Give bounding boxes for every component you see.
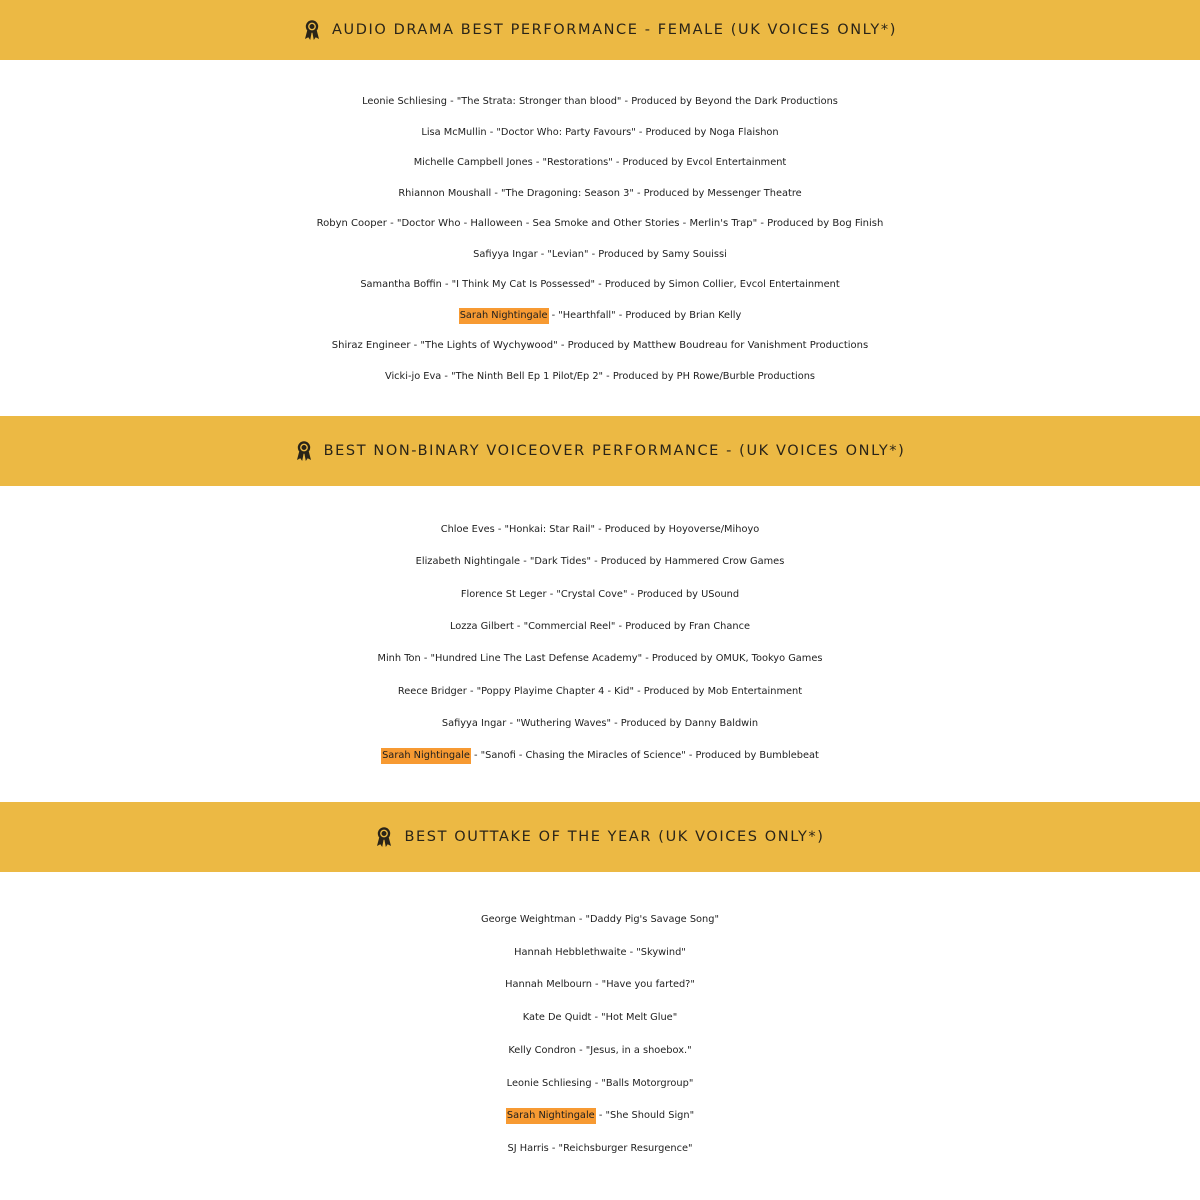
list-item (0, 518, 1200, 542)
list-item (0, 243, 1200, 267)
nominee-name: Kate De Quidt (522, 1012, 592, 1024)
nominee-name-highlighted: Sarah Nightingale (506, 1108, 596, 1124)
nominee-name: Leonie Schliesing (362, 96, 447, 107)
list-item (0, 273, 1200, 297)
list-item (0, 1039, 1200, 1063)
list-item (0, 647, 1200, 671)
nominee-name: Kelly Condron (508, 1044, 576, 1056)
nominee-details: - "Crystal Cove" - Produced by USound (546, 588, 740, 600)
nominee-name: Lisa McMullin (421, 126, 487, 138)
nominee-details: - "Honkai: Star Rail" - Produced by Hoyoverse/Mihoyo (494, 524, 760, 535)
nominee-name: Minh Ton (377, 653, 421, 665)
nominee-name: Reece Bridger (397, 685, 467, 697)
section-header-best-outtake (0, 802, 1200, 872)
nominee-name: Robyn Cooper (316, 218, 387, 229)
section-title: BEST NON-BINARY VOICEOVER PERFORMANCE - (UK VOICES ONLY*) (323, 443, 906, 459)
list-item (0, 583, 1200, 607)
nominee-name: Michelle Campbell Jones (413, 157, 533, 168)
list-item (0, 121, 1200, 145)
nominee-details: - "Doctor Who: Party Favours" - Produced by Noga Flaishon (486, 126, 779, 138)
section-title: BEST OUTTAKE OF THE YEAR (UK VOICES ONLY*) (404, 829, 825, 845)
nominee-details: - "Jesus, in a shoebox." (575, 1044, 692, 1056)
nominee-details: - "Daddy Pig's Savage Song" (575, 914, 719, 925)
nominee-name: Elizabeth Nightingale (415, 556, 521, 568)
nominee-name: Safiyya Ingar (473, 248, 538, 260)
list-item (0, 1137, 1200, 1161)
nominee-details: - "Reichsburger Resurgence" (548, 1142, 693, 1154)
list-item (0, 615, 1200, 639)
nominee-details: - "Doctor Who - Halloween - Sea Smoke and Other Stories - Merlin's Trap" - Produced by Bog Finish (386, 218, 884, 229)
nominee-name: Florence St Leger (460, 588, 547, 600)
nominee-details: - "I Think My Cat Is Possessed" - Produced by Simon Collier, Evcol Entertainment (441, 279, 840, 290)
award-ribbon-icon (295, 440, 313, 462)
list-item (0, 1072, 1200, 1096)
nominee-name: Hannah Hebblethwaite (514, 946, 627, 958)
nominee-details: - "Hot Melt Glue" (591, 1012, 678, 1024)
nominee-name: Vicki-jo Eva (384, 370, 442, 382)
nominee-name: Hannah Melbourn (505, 979, 592, 991)
nominee-name: Safiyya Ingar (441, 717, 507, 729)
nominee-details: - "The Ninth Bell Ep 1 Pilot/Ep 2" - Produced by PH Rowe/Burble Productions (441, 370, 816, 382)
list-item (0, 365, 1200, 389)
nominee-name: Samantha Boffin (360, 279, 442, 290)
list-item (0, 680, 1200, 704)
nominee-details: - "Poppy Playime Chapter 4 - Kid" - Produced by Mob Entertainment (466, 685, 803, 697)
nominee-name: Lozza Gilbert (449, 620, 514, 632)
list-item (0, 212, 1200, 236)
nominee-details: - "The Dragoning: Season 3" - Produced by Messenger Theatre (491, 187, 802, 199)
list-item (0, 304, 1200, 328)
nominee-details: - "Have you farted?" (591, 979, 695, 991)
list-item (0, 550, 1200, 574)
nominee-name-highlighted: Sarah Nightingale (381, 748, 471, 764)
list-item (0, 1104, 1200, 1128)
nominee-name: Shiraz Engineer (331, 340, 411, 351)
nominee-details: - "Sanofi - Chasing the Miracles of Science" - Produced by Bumblebeat (470, 750, 819, 762)
list-item (0, 712, 1200, 736)
nominee-details: - "Levian" - Produced by Samy Souissi (537, 248, 727, 260)
nominee-details: - "Dark Tides" - Produced by Hammered Crow Games (520, 556, 785, 568)
nominee-name-highlighted: Sarah Nightingale (459, 308, 549, 324)
list-item (0, 1006, 1200, 1030)
list-item (0, 973, 1200, 997)
list-item (0, 90, 1200, 114)
nominee-name: Rhiannon Moushall (398, 187, 492, 199)
nominee-name: Chloe Eves (440, 524, 495, 535)
list-item (0, 941, 1200, 965)
nominee-name: George Weightman (481, 914, 576, 925)
nominee-details: - "Skywind" (626, 946, 686, 958)
list-item (0, 908, 1200, 932)
section-title: AUDIO DRAMA BEST PERFORMANCE - FEMALE (UK VOICES ONLY*) (331, 22, 897, 38)
list-item (0, 151, 1200, 175)
list-item (0, 334, 1200, 358)
nominee-name: Leonie Schliesing (506, 1077, 592, 1089)
nominee-details: - "Wuthering Waves" - Produced by Danny Baldwin (506, 717, 759, 729)
section-header-audio-drama-female (0, 0, 1200, 60)
nominee-details: - "Hundred Line The Last Defense Academy" - Produced by OMUK, Tookyo Games (420, 653, 823, 665)
nominee-details: - "The Strata: Stronger than blood" - Produced by Beyond the Dark Productions (446, 96, 838, 107)
nominee-details: - "Restorations" - Produced by Evcol Entertainment (532, 157, 787, 168)
award-ribbon-icon (375, 826, 393, 848)
nominee-details: - "Hearthfall" - Produced by Brian Kelly (548, 309, 742, 321)
nominee-name: SJ Harris (507, 1142, 549, 1154)
list-item (0, 182, 1200, 206)
section-header-non-binary-voiceover (0, 416, 1200, 486)
award-ribbon-icon (303, 19, 321, 41)
nominee-details: - "The Lights of Wychywood" - Produced by Matthew Boudreau for Vanishment Productions (410, 340, 869, 351)
nominee-details: - "She Should Sign" (595, 1110, 695, 1122)
nominee-details: - "Balls Motorgroup" (591, 1077, 694, 1089)
list-item (0, 744, 1200, 768)
nominee-details: - "Commercial Reel" - Produced by Fran Chance (513, 620, 751, 632)
